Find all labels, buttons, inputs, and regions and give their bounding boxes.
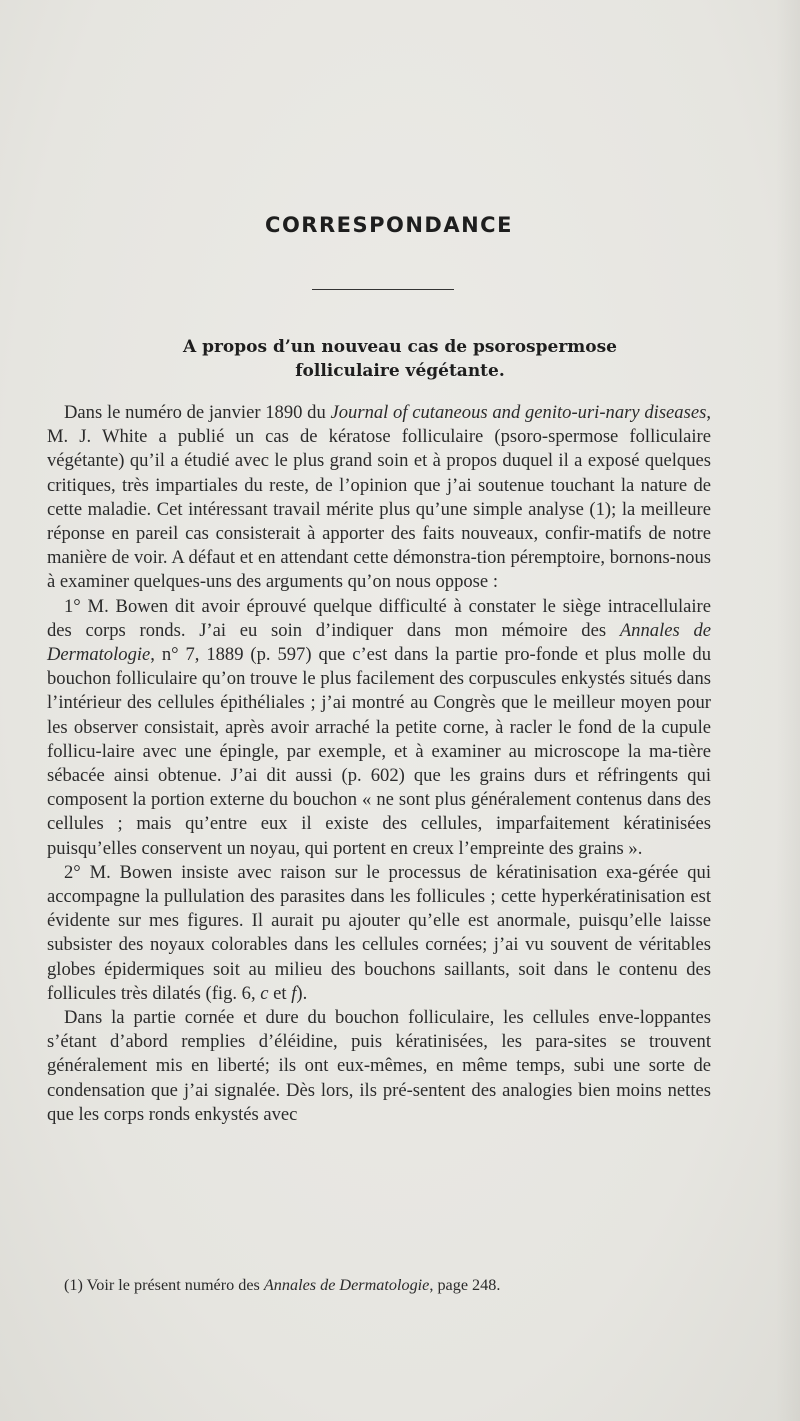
journal-title: Annales de Dermatologie bbox=[47, 619, 712, 666]
paragraph-2-text-a: 1° M. Bowen dit avoir éprouvé quelque difficulté à constater le siège intracellulaire des corps ronds. J’ai eu soin d’indiquer dans mon mémoire des bbox=[47, 595, 711, 641]
footnote-journal: Annales de Dermatologie bbox=[263, 1276, 430, 1294]
figure-ref-f: f bbox=[291, 982, 297, 1004]
journal-title: Journal of cutaneous and genito-uri-nary diseases bbox=[330, 402, 707, 423]
article-title-line-1: A propos d’un nouveau cas de psorospermose bbox=[182, 337, 617, 357]
paragraph-1-text-b: , M. J. White a publié un cas de kératose folliculaire (psoro-spermose folliculaire végétante) qu’il a étudié avec le plus grand soin et à propos duquel il a exposé quelques critiques, très impartiales du reste, de l’opinion que j’ai soutenue touchant la nature de cette maladie. Cet intéressant travail mérite plus qu’une simple analyse (1); la meilleure réponse en pareil cas consisterait à apporter des faits nouveaux, confir-matifs de notre manière de voir. A défaut et en attendant cette démonstra-tion péremptoire, bornons-nous à examiner quelques-uns des arguments qu’on nous oppose : bbox=[47, 402, 711, 593]
paragraph-2-text-b: , n° 7, 1889 (p. 597) que c’est dans la partie pro-fonde et plus molle du bouchon folliculaire qu’on trouve le plus facilement des corpuscules enkystés situés dans l’intérieur des cellules épithéliales ; j’ai montré au Congrès que le meilleur moyen pour les observer consistait, après avoir arraché la petite corne, à racler le fond de la cupule follicu-laire avec une épingle, par exemple, et à examiner au microscope la ma-tière sébacée ainsi obtenue. J’ai dit aussi (p. 602) que les grains durs et réfringents qui composent la portion externe du bouchon « ne sont plus généralement contenus dans des cellules ; mais qu’entre eux il existe des cellules, imparfaitement kératinisées puisqu’elles conservent un noyau, qui portent en creux l’empreinte des grains ». bbox=[47, 644, 711, 859]
paragraph-1 bbox=[47, 401, 711, 595]
section-title: CORRESPONDANCE bbox=[265, 213, 513, 237]
scan-edge-shading bbox=[776, 0, 800, 1421]
paragraph-3-text-mid: et bbox=[268, 982, 292, 1004]
paragraph-2 bbox=[47, 595, 711, 861]
footnote bbox=[64, 1274, 724, 1296]
figure-ref-c: c bbox=[260, 982, 269, 1004]
article-body bbox=[47, 401, 711, 1127]
paragraph-3-text-b: ). bbox=[296, 982, 308, 1004]
footnote-text-a: (1) Voir le présent numéro des bbox=[64, 1276, 264, 1294]
paragraph-1-text-a: Dans le numéro de janvier 1890 du bbox=[64, 402, 331, 423]
paragraph-3 bbox=[47, 861, 711, 1006]
paragraph-3-text-a: 2° M. Bowen insiste avec raison sur le processus de kératinisation exa-gérée qui accompagne la pullulation des parasites dans les follicules ; cette hyperkératinisation est évidente sur mes figures. Il aurait pu ajouter qu’elle est anormale, puisqu’elle laisse subsister des noyaux colorables dans les cellules cornées; j’ai vu souvent de véritables globes épidermiques soit au milieu des bouchons saillants, soit dans le contenu des follicules très dilatés (fig. 6, bbox=[47, 861, 711, 1004]
title-divider bbox=[312, 289, 454, 290]
paragraph-4: Dans la partie cornée et dure du bouchon folliculaire, les cellules enve-loppantes s’étant d’abord remplies d’éléidine, puis kératinisées, les para-sites se trouvent généralement mis en liberté; ils ont eux-mêmes, en même temps, subi une sorte de condensation que j’ai signalée. Dès lors, ils pré-sentent des analogies bien moins nettes que les corps ronds enkystés avec bbox=[47, 1007, 711, 1125]
article-title-line-2: folliculaire végétante. bbox=[295, 361, 505, 381]
footnote-text-b: , page 248. bbox=[429, 1276, 501, 1294]
article-title bbox=[60, 335, 740, 383]
